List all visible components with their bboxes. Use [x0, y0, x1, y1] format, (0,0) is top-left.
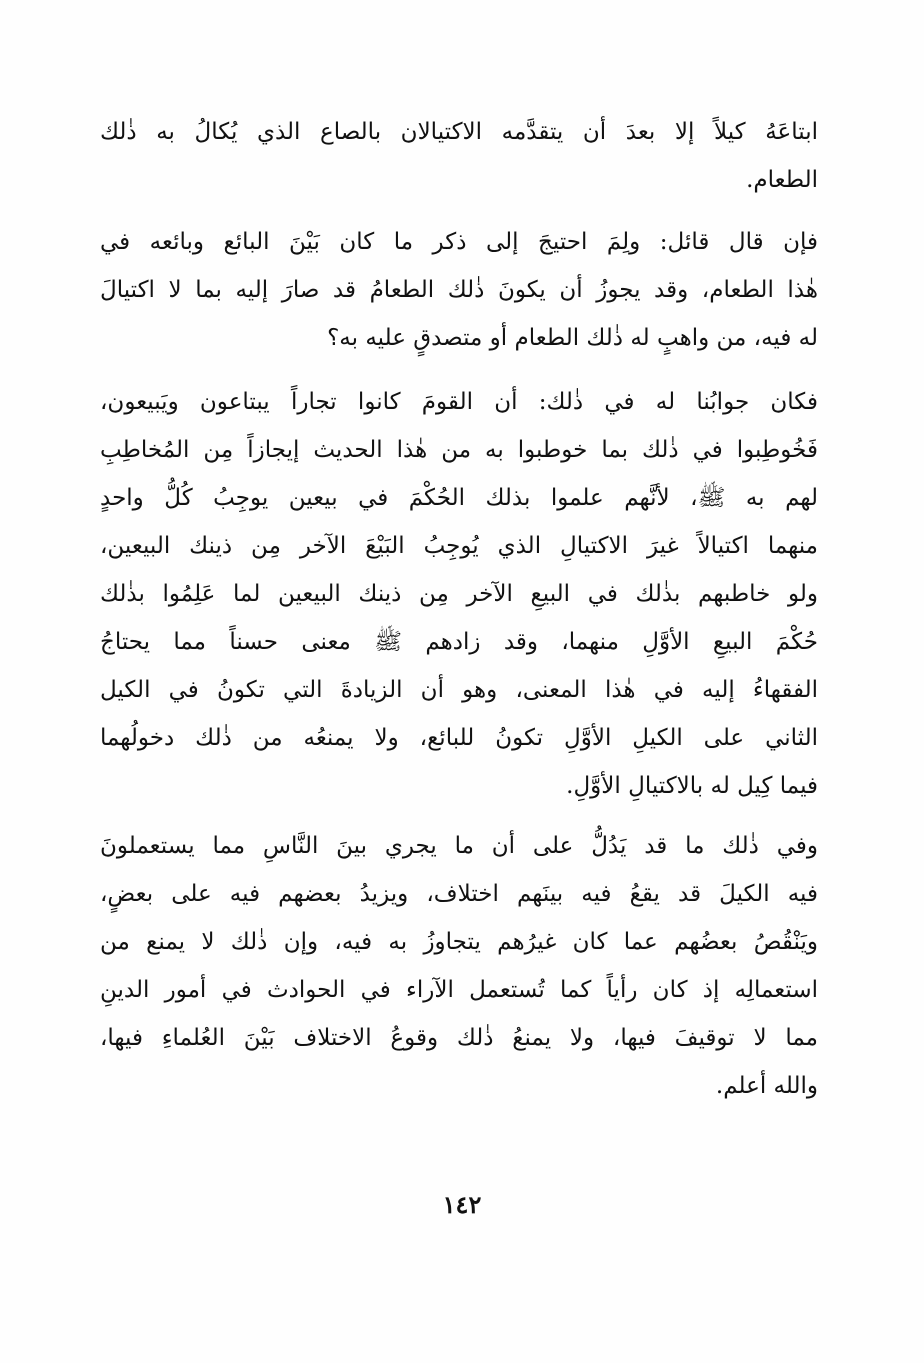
- paragraph-line: حُكْمَ البيعِ الأوَّلِ منهما، وقد زادهم ﷺ معنى حسناً مما يحتاجُ: [100, 629, 818, 655]
- paragraph-line: لهم به ﷺ، لأنَّهم علموا بذلك الحُكْمَ في بيعين يوجِبُ كُلُّ واحدٍ: [100, 485, 818, 511]
- paragraph-line: ولو خاطبهم بذٰلك في البيعِ الآخر مِن ذينك البيعين لما عَلِمُوا بذٰلك: [100, 581, 818, 607]
- paragraph-2: [100, 218, 818, 362]
- paragraph-line: ويَنْقُصُ بعضُهم عما كان غيرُهم يتجاوزُ به فيه، وإن ذٰلك لا يمنع من: [100, 929, 818, 955]
- paragraph-line: ابتاعَهُ كيلاً إلا بعدَ أن يتقدَّمه الاكتيالان بالصاع الذي يُكالُ به ذٰلك: [100, 119, 818, 145]
- page-number: ١٤٢: [442, 1190, 482, 1219]
- paragraph-line: الفقهاءُ إليه في هٰذا المعنى، وهو أن الزيادةَ التي تكونُ في الكيل: [100, 677, 818, 703]
- paragraph-4: [100, 822, 818, 1110]
- paragraph-line: فَخُوطِبوا في ذٰلك بما خوطبوا به من هٰذا الحديث إيجازاً مِن المُخاطِبِ: [100, 437, 818, 463]
- paragraph-line: له فيه، من واهبٍ له ذٰلك الطعام أو متصدقٍ عليه به؟: [327, 325, 818, 351]
- paragraph-line: فكان جوابُنا له في ذٰلك: أن القومَ كانوا تجاراً يبتاعون ويَبيعون،: [100, 389, 818, 415]
- paragraph-line: فإن قال قائل: ولِمَ احتيجَ إلى ذكر ما كان بَيْنَ البائع وبائعه في: [100, 229, 818, 255]
- paragraph-line: والله أعلم.: [715, 1073, 818, 1099]
- paragraph-line: فيه الكيلَ قد يقعُ فيه بينَهم اختلاف، ويزيدُ بعضهم فيه على بعضٍ،: [100, 881, 818, 907]
- paragraph-line: الثاني على الكيلِ الأوَّلِ تكونُ للبائع، ولا يمنعُه من ذٰلك دخولُهما: [100, 725, 818, 751]
- paragraph-line: استعمالِه إذ كان رأياً كما تُستعمل الآراء في الحوادث في أمور الدينِ: [100, 977, 818, 1003]
- paragraph-1: [100, 108, 818, 204]
- paragraph-line: وفي ذٰلك ما قد يَدُلُّ على أن ما يجري بينَ النَّاسِ مما يستعملونَ: [100, 833, 818, 859]
- paragraph-line: فيما كِيل له بالاكتيالِ الأوَّلِ.: [566, 773, 818, 799]
- paragraph-3: [100, 378, 818, 810]
- paragraph-line: منهما اكتيالاً غيرَ الاكتيالِ الذي يُوجِبُ البَيْعَ الآخر مِن ذينك البيعين،: [100, 533, 818, 559]
- paragraph-line: الطعام.: [746, 167, 818, 193]
- paragraph-line: مما لا توقيفَ فيها، ولا يمنعُ ذٰلك وقوعُ الاختلاف بَيْنَ العُلماءِ فيها،: [100, 1025, 818, 1051]
- paragraph-line: هٰذا الطعام، وقد يجوزُ أن يكونَ ذٰلك الطعامُ قد صارَ إليه بما لا اكتيالَ: [100, 277, 818, 303]
